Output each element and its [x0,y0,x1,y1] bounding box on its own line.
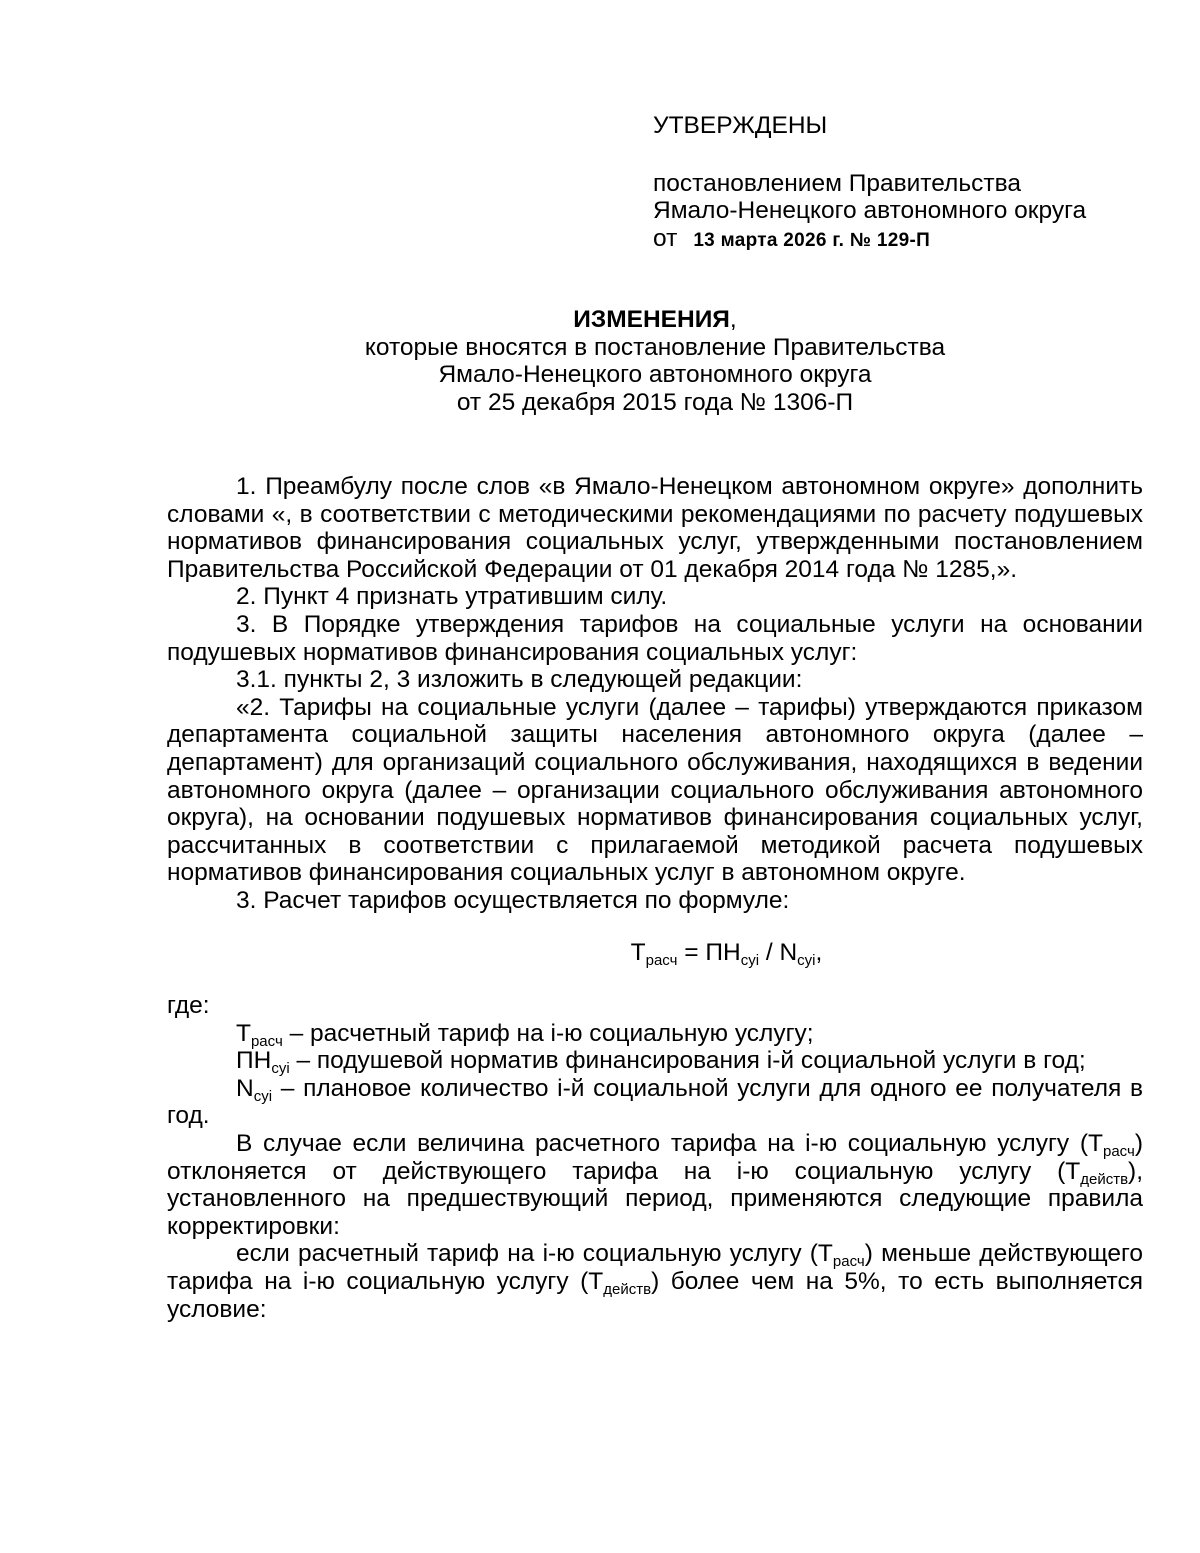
p8-c: ) более чем на 5%, то есть выполняется условие: [167,1268,1143,1323]
title-comma: , [729,306,737,333]
formula-t-sub: расч [645,951,678,969]
formula-end: , [815,938,823,966]
p8-a: если расчетный тариф на i-ю социальную услугу (Т [236,1240,833,1268]
paragraph-quoted-2: «2. Тарифы на социальные услуги (далее – тарифы) утверждаются приказом департамента социальной защиты населения автономного округа (далее – департамент) для организаций социального обслуживания, находящихся в ведении автономного округа (далее – организации социального обслуживания автономного округа), на основании подушевых нормативов финансирования социальных услуг, рассчитанных в соответствии с прилагаемой методикой расчета подушевых нормативов финансирования социальных услуг в автономном округе. [167,693,1143,887]
title-main: ИЗМЕНЕНИЯ [573,306,730,333]
formula-pn-sub: суi [740,951,760,969]
paragraph-3: 3. В Порядке утверждения тарифов на социальные услуги на основании подушевых нормативов финансирования социальных услуг: [167,610,1143,666]
paragraph-condition [167,1240,1143,1323]
def2-text: – подушевой норматив финансирования i-й социальной услуги в год; [289,1047,1086,1075]
paragraph-2: 2. Пункт 4 признать утратившим силу. [236,583,668,611]
p8-b-sub: действ [603,1281,652,1299]
approval-from-label: от [653,224,678,252]
where-label: где: [167,992,210,1020]
document-body [167,473,1143,1323]
formula-n-sub: суi [797,951,816,969]
def3-sub: суi [253,1087,273,1105]
def1-symbol: Т [236,1019,251,1047]
paragraph-1: 1. Преамбулу после слов «в Ямало-Ненецком автономном округе» дополнить словами «, в соответствии с методическими рекомендациями по расчету подушевых нормативов финансирования социальных услуг, утвержденными постановлением Правительства Российской Федерации от 01 декабря 2014 года № 1285,». [167,473,1143,583]
title-line-3: от 25 декабря 2015 года № 1306-П [456,388,854,416]
approval-block [653,112,1173,254]
p8-a-sub: расч [832,1253,865,1271]
formula-div: / N [759,938,798,966]
p7-a: В случае если величина расчетного тарифа на i-ю социальную услугу (Т [236,1130,1103,1158]
title-line-1: которые вносятся в постановление Правительства [364,333,946,361]
def3-symbol: N [236,1074,254,1102]
paragraph-3-1: 3.1. пункты 2, 3 изложить в следующей редакции: [236,666,803,694]
title-line-2: Ямало-Ненецкого автономного округа [438,361,872,389]
p7-a-sub: расч [1102,1143,1135,1161]
approval-stamp: 13 марта 2026 г. № 129-П [693,229,931,251]
formula-t: Т [630,938,646,966]
p7-c: ), установленного на предшествующий период, применяются следующие правила корректировки: [167,1157,1143,1240]
p8-b: ) меньше действующего тарифа на i-ю социальную услугу (Т [167,1240,1143,1296]
p7-b-sub: действ [1080,1170,1129,1188]
def1-sub: расч [250,1032,283,1050]
approval-line-1: постановлением Правительства [653,169,1021,197]
document-title [150,306,1160,416]
def2-symbol: ПН [236,1047,272,1075]
definition-t-rasch [167,1020,1143,1048]
title-main-line [150,306,1160,334]
p7-b: ) отклоняется от действующего тарифа на i-ю социальную услугу (Т [167,1130,1143,1185]
definition-pn [167,1047,1143,1078]
formula-eq: = ПН [677,938,741,966]
def3-text: – плановое количество i-й социальной услуги для одного ее получателя в год. [167,1074,1143,1130]
approval-date-line [653,225,1173,255]
paragraph-quoted-3: 3. Расчет тарифов осуществляется по формуле: [236,886,790,914]
paragraph-correction [167,1130,1143,1240]
approval-heading: УТВЕРЖДЕНЫ [653,112,828,139]
def2-sub: суi [271,1060,290,1078]
approval-line-2: Ямало-Ненецкого автономного округа [653,197,1087,225]
tariff-formula [167,939,1143,967]
definition-n [167,1075,1143,1130]
def1-text: – расчетный тариф на i-ю социальную услугу; [282,1019,814,1047]
